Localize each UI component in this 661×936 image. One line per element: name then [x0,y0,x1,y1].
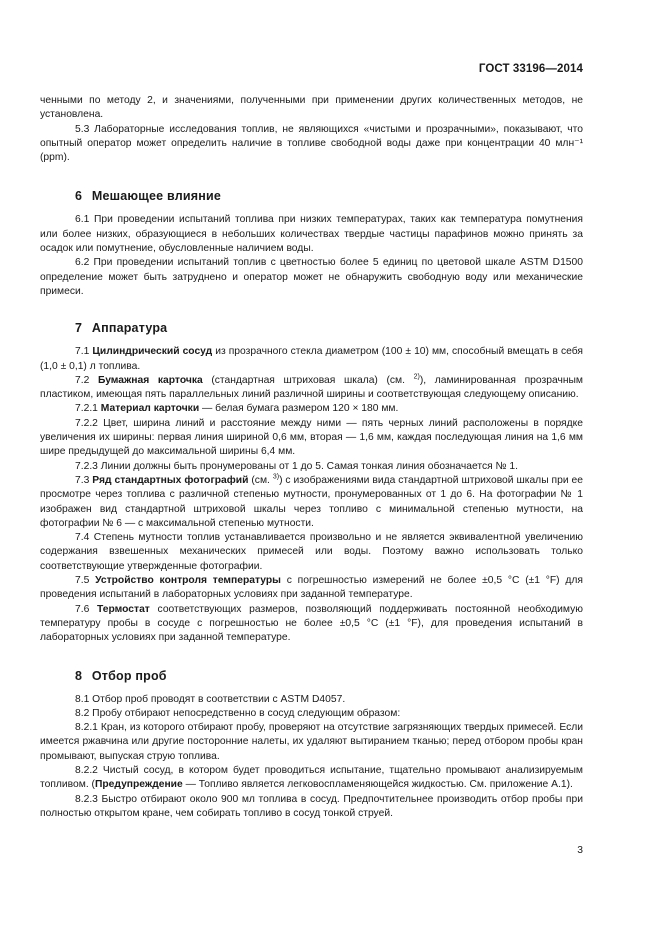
p75-text: с погрешностью измерений не более ±0,5 °С (±1 °F) для проведения испытаний в лабораторных условиях при заданной температуре. [40,575,583,601]
section-8-heading [40,668,583,684]
p72-text: ), ламинированная прозрачным пластиком, имеющая пять параллельных линий различной ширины и соответствующая следующему описанию. [40,374,583,401]
p71-num: 7.1 [75,346,93,358]
paragraph-8-2-1: 8.2.1 Кран, из которого отбирают пробу, проверяют на отсутствие загрязняющих твердых примесей. Если имеется ржавчина или другие посторонние налеты, их удаляют вытиранием тканью; перед отбором пробы кран промывают, выпуская струю топлива. [40,722,583,762]
paragraph-6-1: 6.1 При проведении испытаний топлива при низких температурах, таких как температура помутнения или более низких, образующиеся в небольших количествах твердые частицы парафинов можно принять за осадок или помутнение, обусловленные наличием воды. [40,214,583,255]
p822-warning: Предупреждение [94,779,183,791]
p822-text: 8.2.2 Чистый сосуд, в котором будет проводиться испытание, тщательно промывают анализируемым топливом. ( [40,764,583,791]
paragraph-7-1 [40,345,583,374]
section-7-title: Аппаратура [91,321,168,336]
p76-num: 7.6 [75,603,98,615]
document-header: ГОСТ 33196—2014 [478,63,583,75]
paragraph-continuation: ченными по методу 2, и значениями, полученными при применении других количественных методов, не установлена. [40,95,583,121]
p71-text: из прозрачного стекла диаметром (100 ± 10) мм, способный вмещать в себя (1,0 ± 0,1) л топлива. [40,346,583,372]
p73-mid: (см. [248,474,273,486]
p75-num: 7.5 [75,575,96,587]
p72-num: 7.2 [75,374,98,386]
paragraph-8-2: 8.2 Пробу отбирают непосредственно в сосуд следующим образом: [75,707,401,719]
p76-text: соответствующих размеров, позволяющий поддерживать постоянной необходимую температуру пробы в сосуде с погрешностью не более ±0,5 °С (±1 °F), для проведения испытаний в лабораторных условиях при заданной температуре. [40,603,583,644]
paragraph-7-2 [40,374,583,403]
paragraph-5-3: 5.3 Лабораторные исследования топлив, не являющихся «чистыми и прозрачными», показывают, что опытный оператор может определить наличие в топливе свободной воды даже при концентрации 40 млн⁻¹ (ppm). [40,123,583,164]
p72-mid: (стандартная штриховая шкала) (см. [202,374,414,386]
p72-footnote-ref: 2) [413,373,420,381]
paragraph-7-3 [40,474,583,531]
document-body [40,90,583,821]
p76-term: Термостат [97,603,150,615]
section-7-number: 7 [75,321,83,336]
p721-term: Материал карточки [100,403,200,415]
paragraph-8-2-2 [40,764,583,793]
section-6-heading [40,188,583,204]
p71-term: Цилиндрический сосуд [92,346,213,358]
p822-rest: — Топливо является легковоспламеняющейся жидкостью. См. приложение А.1). [182,779,573,791]
section-6-number: 6 [75,189,83,204]
paragraph-6-2: 6.2 При проведении испытаний топлив с цветностью более 5 единиц по цветовой шкале ASTM D1500 определение может быть затруднено и оператор может не обнаружить свободную воду или механические примеси. [40,257,583,297]
p73-footnote-ref: 3) [272,473,280,481]
paragraph-7-2-1 [40,402,583,416]
p721-text: — белая бумага размером 120 × 180 мм. [199,403,399,415]
paragraph-8-1: 8.1 Отбор проб проводят в соответствии с ASTM D4057. [75,693,346,705]
section-7-heading [40,320,583,336]
paragraph-7-2-2: 7.2.2 Цвет, ширина линий и расстояние между ними — пять черных линий расположены в порядке увеличения их ширины: первая линия шириной 0,6 мм, вторая — 1,6 мм, каждая последующая линия на 1,6 мм шире предыдущей до максимальной ширины 6,4 мм. [40,417,583,458]
p73-term: Ряд стандартных фотографий [92,474,249,486]
p73-num: 7.3 [75,474,93,486]
p72-term: Бумажная карточка [97,374,203,386]
p721-num: 7.2.1 [75,403,101,415]
p75-term: Устройство контроля температуры [95,575,281,587]
section-8-number: 8 [75,668,83,683]
p73-text: ) с изображениями вида стандартной штриховой шкалы при ее просмотре через топлива с различной степенью мутности, пронумерованных от 1 до 6. На фотографии № 1 изображен вид стандартной штриховой шкалы через топливо с минимальной степенью мутности, на фотографии № 6 — с максимальной степенью мутности. [40,474,583,529]
paragraph-7-2-3: 7.2.3 Линии должны быть пронумерованы от 1 до 5. Самая тонкая линия обозначается № 1. [75,460,519,472]
paragraph-7-5 [40,574,583,603]
paragraph-7-4: 7.4 Степень мутности топлив устанавливается произвольно и не является эквивалентной увеличению содержания взвешенных механических примесей или воды. Поэтому важно использовать только соответствующие утвержденные фотографии. [40,532,583,572]
section-6-title: Мешающее влияние [91,189,222,204]
paragraph-7-6 [40,603,583,646]
page-number: 3 [577,845,583,856]
section-8-title: Отбор проб [91,668,167,683]
paragraph-8-2-3: 8.2.3 Быстро отбирают около 900 мл топлива в сосуд. Предпочтительнее производить отбор пробы при полностью открытом кране, чем собирать топливо в сосуд тонкой струей. [40,793,583,819]
